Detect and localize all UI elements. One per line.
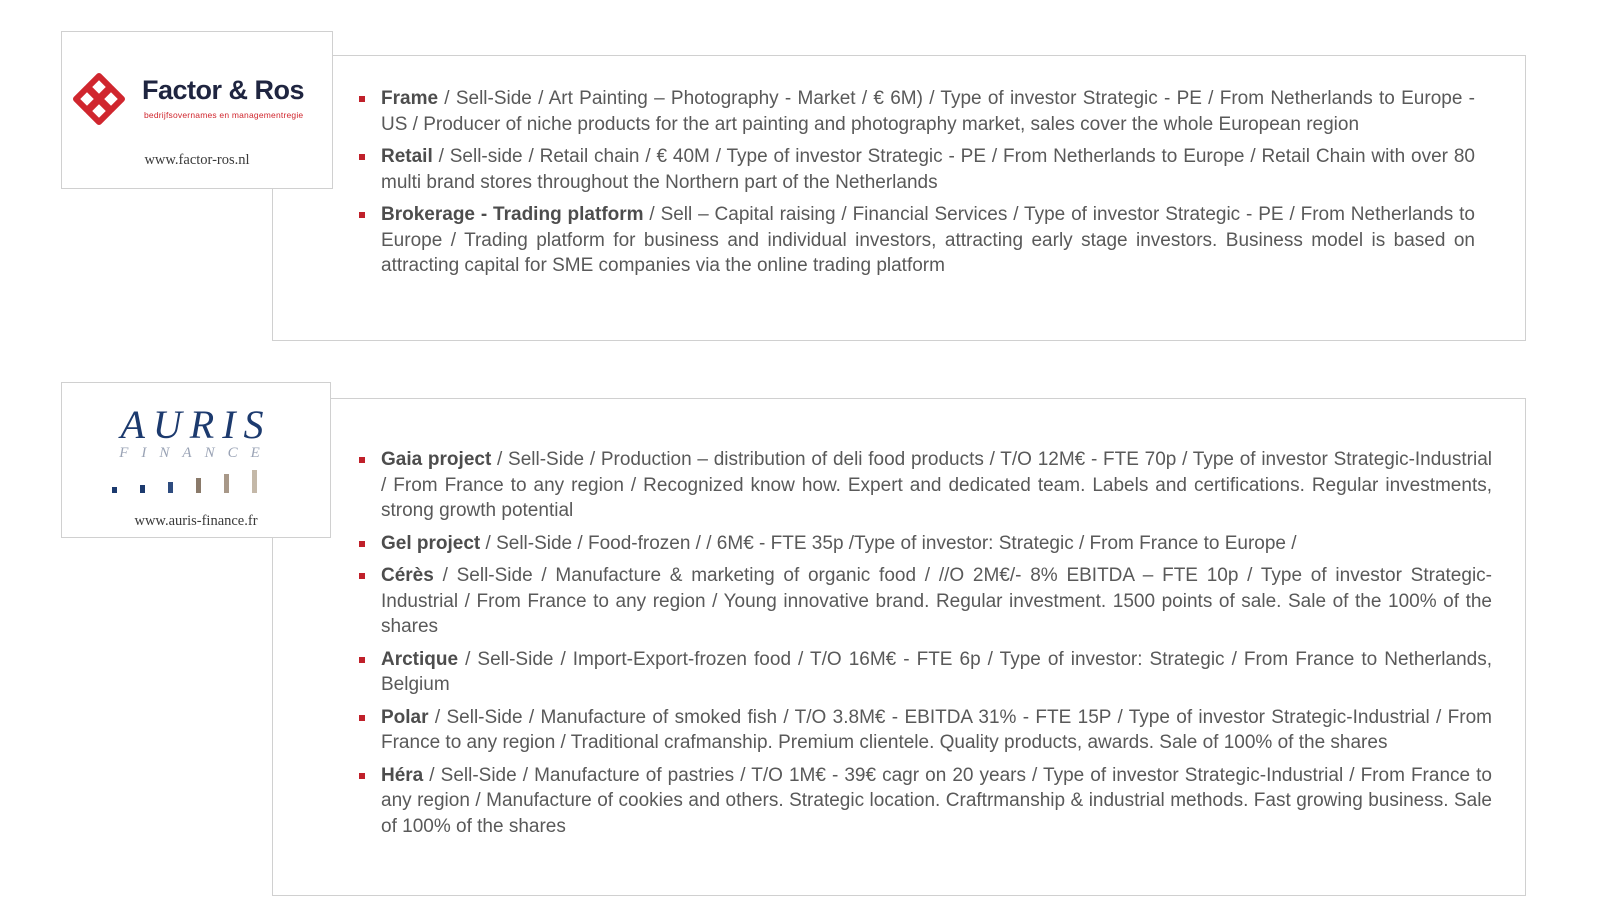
bullet-icon — [359, 573, 365, 579]
bullet-icon — [359, 773, 365, 779]
auris-subtitle: FINANCE — [119, 445, 273, 461]
deal-description: / Sell-side / Retail chain / € 40M / Type of investor Strategic - PE / From Netherlands to Europe / Retail Chain with over 80 multi brand stores throughout the Northern part of the Netherlands — [381, 146, 1475, 193]
deal-description: / Sell-Side / Manufacture of pastries / T/O 1M€ - 39€ cagr on 20 years / Type of investor Strategic-Industrial / From France to any region / Manufacture of cookies and others. Strategic location. Craftrmanship & industrial methods. Fast growing business. Sale of 100% of the shares — [381, 764, 1492, 837]
bullet-icon — [359, 212, 365, 218]
deal-name: Cérès — [381, 565, 434, 586]
auris-bars-icon — [110, 467, 280, 495]
bullet-icon — [359, 457, 365, 463]
deal-item-gaia — [359, 447, 1492, 524]
deal-name: Retail — [381, 146, 433, 167]
bullet-icon — [359, 541, 365, 547]
factor-ros-tagline: bedrijfsovernames en managementregie — [144, 110, 304, 120]
auris-logo-card — [61, 382, 331, 538]
deal-item-frame — [359, 86, 1475, 137]
bullet-icon — [359, 715, 365, 721]
deal-description: / Sell – Capital raising / Financial Services / Type of investor Strategic - PE / From Netherlands to Europe / Trading platform for business and individual investors, attracting early stage investors. Business model is based on attracting capital for SME companies via the online trading platform — [381, 204, 1475, 276]
deal-item-arctique — [359, 647, 1492, 698]
deal-name: Gaia project — [381, 449, 492, 470]
auris-website: www.auris-finance.fr — [134, 513, 258, 529]
deal-description: / Sell-Side / Art Painting – Photography - Market / € 6M) / Type of investor Strategic - PE / From Netherlands to Europe - US / Producer of niche products for the art painting and photography market, sales cover the whole European region — [381, 88, 1475, 135]
deal-item-hera — [359, 763, 1492, 840]
factor-ros-deals-panel — [272, 55, 1526, 341]
deal-description: / Sell-Side / Production – distribution of deli food products / T/O 12M€ - FTE 70p / Type of investor Strategic-Industrial / From France to any region / Recognized know how. Expert and dedicated team. Labels and certifications. Regular investments, strong growth potential — [381, 449, 1492, 521]
deal-item-ceres — [359, 563, 1492, 640]
auris-deal-list — [359, 447, 1492, 846]
factor-ros-wordmark: Factor & Ros — [142, 75, 305, 105]
bullet-icon — [359, 96, 365, 102]
deal-item-brokerage — [359, 202, 1475, 279]
deal-name: Brokerage - Trading platform — [381, 204, 644, 225]
deal-item-retail — [359, 144, 1475, 195]
factor-ros-logo — [70, 70, 320, 126]
factor-ros-logo-card — [61, 31, 333, 189]
deal-description: / Sell-Side / Manufacture & marketing of organic food / //O 2M€/- 8% EBITDA – FTE 10p / Type of investor Strategic-Industrial / From France to any region / Young innovative brand. Regular investment. 1500 points of sale. Sale of the 100% of the shares — [381, 565, 1492, 637]
factor-ros-website: www.factor-ros.nl — [144, 152, 250, 168]
deal-name: Frame — [381, 88, 439, 109]
deal-item-polar — [359, 705, 1492, 756]
deal-description: / Sell-Side / Manufacture of smoked fish / T/O 3.8M€ - EBITDA 31% - FTE 15P / Type of investor Strategic-Industrial / From France to any region / Traditional crafmanship. Premium clientele. Quality products, awards. Sale of 100% of the shares — [381, 706, 1492, 753]
auris-deals-panel — [272, 398, 1526, 896]
auris-wordmark: AURIS — [120, 402, 272, 447]
deal-name: Arctique — [381, 648, 459, 670]
factor-ros-deal-list — [359, 86, 1475, 286]
bullet-icon — [359, 657, 365, 663]
deal-item-gel — [359, 531, 1492, 557]
deal-description: / Sell-Side / Food-frozen / / 6M€ - FTE 35p /Type of investor: Strategic / From France to Europe / — [480, 532, 1297, 554]
factor-ros-emblem-icon — [70, 70, 128, 128]
bullet-icon — [359, 154, 365, 160]
deal-name: Héra — [381, 764, 424, 786]
deal-name: Polar — [381, 706, 429, 728]
deal-description: / Sell-Side / Import-Export-frozen food / T/O 16M€ - FTE 6p / Type of investor: Strategic / From France to Netherlands, Belgium — [381, 648, 1492, 695]
deal-name: Gel project — [381, 532, 481, 554]
